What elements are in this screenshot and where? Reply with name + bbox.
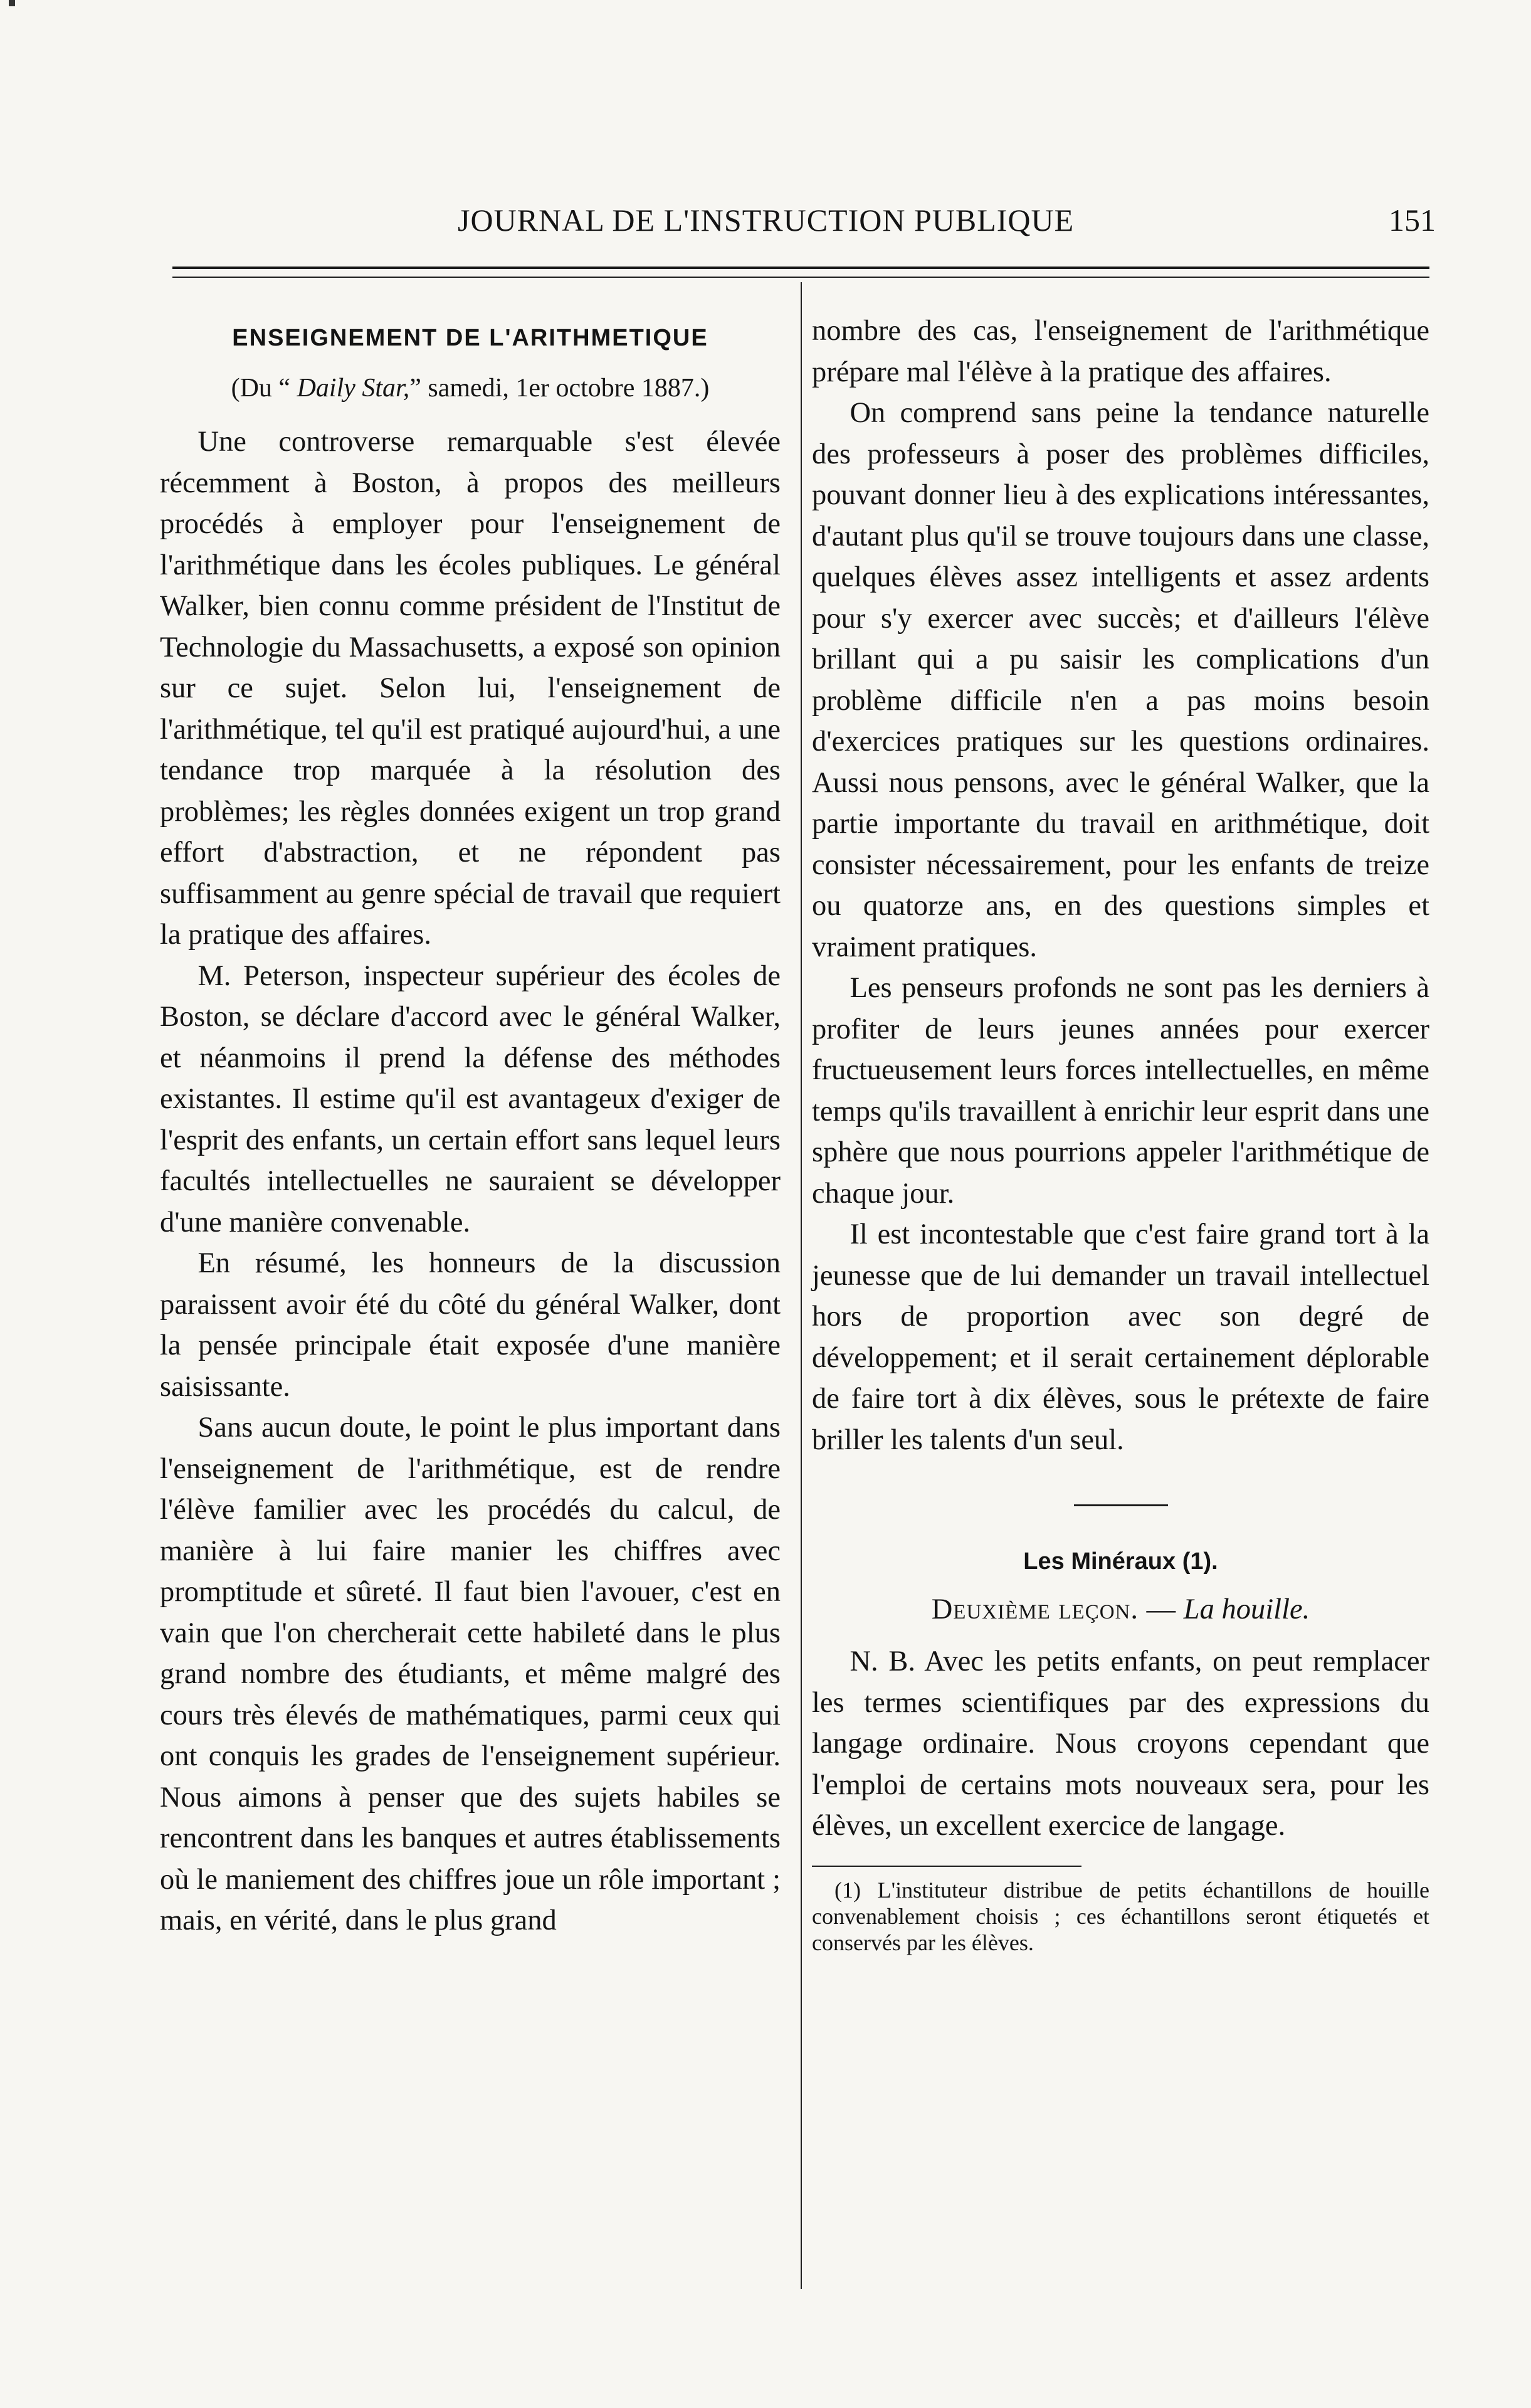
article-paragraph: Sans aucun doute, le point le plus important dans l'enseignement de l'arithmétique, est de rendre l'élève familier avec les procédés du calcul, de manière à lui faire manier les chiffres avec promptitude et sûreté. Il faut bien l'avouer, c'est en vain que l'on chercherait cette habileté dans le plus grand nombre des étudiants, et même malgré des cours très élevés de mathématiques, parmi ceux qui ont conquis les grades de l'enseignement supérieur. Nous aimons à penser que des sujets habiles se rencontrent dans les banques et autres établissements où le maniement des chiffres joue un rôle important ; mais, en vérité, dans le plus grand bbox=[160, 1412, 781, 1936]
scan-speck bbox=[9, 0, 15, 6]
article-paragraph: Il est incontestable que c'est faire grand tort à la jeunesse que de lui demander un travail intellectuel hors de proportion avec son degré de développement; et il serait certainement déplorable de faire tort à dix élèves, sous le prétexte de faire briller les talents d'un seul. bbox=[812, 1218, 1429, 1456]
section-separator bbox=[1074, 1504, 1168, 1506]
byline-prefix: (Du “ bbox=[231, 373, 297, 403]
header-rule-thick bbox=[172, 267, 1429, 269]
article-byline bbox=[160, 368, 781, 409]
column-divider bbox=[801, 282, 802, 2289]
footnote: (1) L'instituteur distribue de petits échantillons de houille convenablement choisis ; ces échantillons seront étiquetés et conservés par les élèves. bbox=[812, 1877, 1429, 1955]
page-number: 151 bbox=[1389, 203, 1436, 238]
footnote-rule bbox=[812, 1866, 1081, 1867]
byline-source: Daily Star, bbox=[297, 373, 410, 403]
page-header bbox=[163, 202, 1436, 252]
right-column bbox=[812, 310, 1429, 1956]
header-rule-thin bbox=[172, 277, 1429, 278]
lesson-subtitle bbox=[812, 1589, 1429, 1630]
article-title: ENSEIGNEMENT DE L'ARITHMETIQUE bbox=[232, 325, 708, 351]
article-paragraph: M. Peterson, inspecteur supérieur des écoles de Boston, se déclare d'accord avec le général Walker, et néanmoins il prend la défense des méthodes existantes. Il estime qu'il est avantageux d'exiger de l'esprit des enfants, un certain effort sans lequel leurs facultés intellectuelles ne sauraient se développer d'une manière convenable. bbox=[160, 959, 781, 1238]
byline-suffix: ” samedi, 1er octobre 1887.) bbox=[409, 373, 710, 403]
lesson-topic: La houille. bbox=[1183, 1593, 1310, 1625]
article-paragraph: En résumé, les honneurs de la discussion paraissent avoir été du côté du général Walker, dont la pensée principale était exposée d'une manière saisissante. bbox=[160, 1247, 781, 1403]
article-paragraph: Une controverse remarquable s'est élevée récemment à Boston, à propos des meilleurs procédés à employer pour l'enseignement de l'arithmétique dans les écoles publiques. Le général Walker, bien connu comme président de l'Institut de Technologie du Massachusetts, a exposé son opinion sur ce sujet. Selon lui, l'enseignement de l'arithmétique, tel qu'il est pratiqué aujourd'hui, a une tendance trop marquée à la résolution des problèmes; les règles données exigent un trop grand effort d'abstraction, et ne répondent pas suffisamment au genre spécial de travail que requiert la pratique des affaires. bbox=[160, 426, 781, 951]
article-continuation: nombre des cas, l'enseignement de l'arithmétique prépare mal l'élève à la pratique des affaires. bbox=[812, 315, 1429, 388]
running-title: JOURNAL DE L'INSTRUCTION PUBLIQUE bbox=[458, 203, 1075, 238]
article-paragraph: On comprend sans peine la tendance naturelle des professeurs à poser des problèmes difficiles, pouvant donner lieu à des explications intéressantes, d'autant plus qu'il se trouve toujours dans une classe, quelques élèves assez intelligents et assez ardents pour s'y exercer avec succès; et d'ailleurs l'élève brillant qui a pu saisir les complications d'un problème difficile n'en a pas moins besoin d'exercices pratiques sur les questions ordinaires. Aussi nous pensons, avec le général Walker, que la partie importante du travail en arithmétique, doit consister nécessairement, pour les enfants de treize ou quatorze ans, en des questions simples et vraiment pratiques. bbox=[812, 397, 1429, 963]
article-paragraph: Les penseurs profonds ne sont pas les derniers à profiter de leurs jeunes années pour exercer fructueusement leurs forces intellectuelles, en même temps qu'ils travaillent à enrichir leur esprit dans une sphère que nous pourrions appeler l'arithmétique de chaque jour. bbox=[812, 972, 1429, 1210]
left-column bbox=[160, 310, 781, 1941]
lesson-number: Deuxième leçon. — bbox=[931, 1593, 1177, 1625]
lesson-heading: Les Minéraux (1). bbox=[1023, 1548, 1218, 1575]
lesson-paragraph: N. B. Avec les petits enfants, on peut remplacer les termes scientifiques par des expressions du langage ordinaire. Nous croyons cependant que l'emploi de certains mots nouveaux sera, pour les élèves, un excellent exercice de langage. bbox=[812, 1645, 1429, 1842]
